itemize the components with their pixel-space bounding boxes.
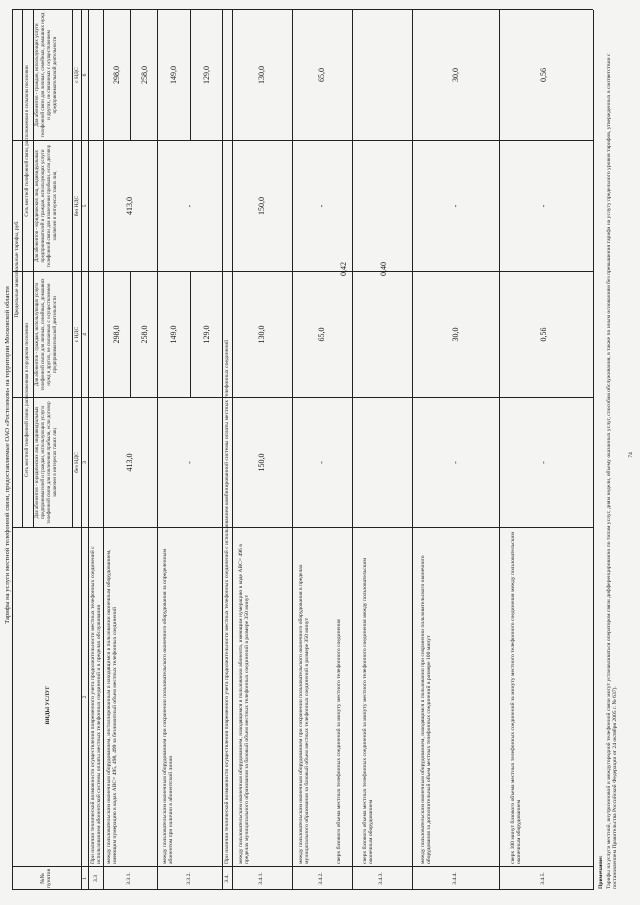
row-line-3-3-2 bbox=[222, 10, 223, 890]
tariff-value: - bbox=[317, 204, 326, 208]
tariff-value: 298,0 bbox=[112, 66, 121, 84]
row-line-3-4-3 bbox=[412, 10, 413, 890]
tariff-value: - bbox=[451, 204, 460, 208]
table-border-right bbox=[12, 9, 593, 10]
tariff-value: 149,0 bbox=[169, 66, 178, 84]
col-number-4: 4 bbox=[82, 333, 88, 336]
header-sub-legal-rural: Для абонентов - юридических лиц, индивидуальных предпринимателей и граждан, использующих услуги телефонной связи для извлечения прибыли, если договор заключен в интересах таких лиц bbox=[35, 144, 58, 268]
col-number-5: 5 bbox=[82, 204, 88, 208]
col-number-1: 1 bbox=[82, 877, 88, 880]
table-border-left bbox=[12, 889, 593, 890]
row-id: 3.4.1. bbox=[258, 872, 264, 885]
tariff-value: - bbox=[539, 461, 548, 464]
row-id: 3.4.2. bbox=[318, 872, 324, 885]
row-line-3-4-4 bbox=[499, 10, 500, 890]
header-group-urban: Сеть местной телефонной связи, расположенная в городском поселении bbox=[25, 323, 30, 477]
header-vat-incl-rural: с НДС bbox=[74, 67, 80, 83]
header-num: №№ пунктов bbox=[40, 868, 53, 889]
col-divider-c3 bbox=[12, 397, 593, 398]
row-id: 3.4. bbox=[224, 874, 230, 883]
col-number-3: 3 bbox=[82, 461, 88, 464]
table-border-bottom bbox=[593, 10, 594, 890]
row-sub-line-d bbox=[190, 10, 191, 141]
row-line-3-4-1 bbox=[292, 10, 293, 890]
row-line-3-3 bbox=[103, 10, 104, 890]
row-id: 3.4.4. bbox=[452, 872, 458, 885]
row-line-3-4-2 bbox=[352, 10, 353, 890]
group-divider bbox=[22, 271, 33, 272]
row-sub-line-a bbox=[130, 272, 131, 398]
header-sub-legal-urban: Для абонентов - юридических лиц, индивидуальных предпринимателей и граждан, использующих услуги телефонной связи для извлечения прибыли, если договор заключен в интересах таких лиц bbox=[35, 401, 58, 524]
row-id: 3.4.3. bbox=[378, 872, 384, 885]
tariff-value: 65,0 bbox=[317, 327, 326, 342]
row-text: между пользовательским оконечным оборудованием при сохранении пользовательского оконечного оборудования в пределах муниципального образования за базовый объем местных телефонных соединений в размере 350 минут bbox=[298, 564, 311, 864]
col-number-6: 6 bbox=[82, 73, 88, 77]
tariff-value: 258,0 bbox=[140, 325, 149, 344]
row-line-3-4 bbox=[232, 10, 233, 890]
row-text: сверх базового объема местных телефонных соединений за минуту местного телефонного соединения между пользовательским оконечным оборудованием bbox=[362, 558, 375, 864]
page-number: 74 bbox=[628, 452, 634, 458]
tariff-value: - bbox=[185, 204, 194, 208]
tariff-value: 298,0 bbox=[112, 325, 121, 344]
tariff-value: 0,56 bbox=[539, 327, 548, 342]
tariff-value: 129,0 bbox=[202, 66, 211, 84]
note-text: Тарифы на услуги местной, внутризоновой и междугородной телефонной связи могут устанавливаться оператором связи дифференцированно по типам услуг, дням недели, объему оказанных услуг, способам обслуживания, в также по иным основаниям без превышения тарифа на услугу предельного уровня тарифов, утвержденных в соответствии с постановлением Правительства Российской Федерации от 24 октября 2005 г. № 637). bbox=[606, 53, 619, 889]
tariff-value: 0,56 bbox=[539, 68, 548, 82]
tariff-value: - bbox=[539, 204, 548, 208]
header-sub-citizens-rural: Для абонентов - граждан, использующих услуги телефонной связи для личных, семейных, домашних нужд и других, не связанных с осуществлением предпринимательской деятельности bbox=[35, 12, 58, 138]
tariff-value: 130,0 bbox=[257, 325, 266, 344]
tariff-value: 150,0 bbox=[257, 197, 266, 215]
tariff-value: 0,42 bbox=[339, 262, 348, 276]
row-text: При наличии технической возможности осуществления повременного учета продолжительности местных телефонных соединений с использованием абонентской системы оплаты местных телефонных соединений и в пределах обслуживания bbox=[90, 546, 103, 864]
tariff-value: 130,0 bbox=[257, 66, 266, 84]
header-vat-excl-urban: без НДС bbox=[74, 452, 80, 473]
tariff-value: 0,40 bbox=[379, 262, 388, 276]
tariff-value: 150,0 bbox=[257, 453, 266, 472]
row-sub-line-c bbox=[190, 272, 191, 398]
header-tariffs: Предельные максимальные тарифы, руб. bbox=[14, 220, 20, 318]
header-sub-citizens-urban: Для абонентов - граждан, использующих услуги телефонной связи для личных, семейных, домашних нужд и других, не связанных с осуществлением предпринимательской деятельности bbox=[35, 278, 58, 391]
row-text: сверх 100 минут базового объема местных телефонных соединений за минуту местного телефонного соединения между пользовательским оконечным оборудованием bbox=[510, 532, 523, 864]
tariff-value: 30,0 bbox=[451, 68, 460, 82]
header-vat-excl-rural: без НДС bbox=[74, 195, 80, 217]
document-title: Тарифы на услуги местной телефонной связи, предоставляемые ОАО «Ростелеком» на территории Московской области bbox=[4, 286, 11, 624]
note-label: Примечание: bbox=[598, 855, 604, 889]
tariff-value: - bbox=[451, 461, 460, 464]
col-divider-num bbox=[12, 866, 593, 867]
tariff-value: 30,0 bbox=[451, 327, 460, 342]
row-line-3-3-1 bbox=[157, 10, 158, 890]
tariff-value: 258,0 bbox=[140, 66, 149, 84]
col-divider-services bbox=[12, 527, 593, 528]
row-id: 3.3 bbox=[93, 875, 99, 882]
tariff-value: - bbox=[185, 461, 194, 464]
row-text: сверх базового объема местных телефонных соединений за минуту местного телефонного соединения bbox=[336, 619, 342, 864]
col-number-2: 2 bbox=[82, 695, 88, 699]
col-divider-c4 bbox=[12, 271, 593, 272]
row-text: между пользовательским оконечным оборудованием, находящимся в пользовании при сохранении пользовательского оконечного оборудования за дополнительный объем местных телефонных соединений в размере 100 минут bbox=[420, 555, 433, 864]
header-line-1 bbox=[22, 10, 23, 528]
header-line-2 bbox=[33, 10, 34, 528]
tariff-value: 413,0 bbox=[125, 453, 134, 472]
tariff-value: 65,0 bbox=[317, 68, 326, 82]
header-group-rural: Сеть местной телефонной связи, расположенная в сельском поселении bbox=[25, 65, 30, 217]
tariff-value: - bbox=[317, 461, 326, 464]
header-services: ВИДЫ УСЛУГ bbox=[45, 685, 51, 725]
row-text: между пользовательским оконечным оборудованием при сохранении пользовательского оконечного оборудования за определенным абонентом при наличии в абонентской линии bbox=[162, 549, 175, 864]
row-id: 3.3.2. bbox=[186, 872, 192, 885]
row-text: между пользовательским оконечным оборудованием, находящимся в пользовании абонента, имеющим нумерацию в коде АВС= 496 в пределах муниципального образования за базовый объем местных телефонных соединений в размере 350 минут bbox=[238, 544, 251, 864]
col-divider-c5 bbox=[12, 140, 593, 141]
row-id: 3.3.1. bbox=[126, 872, 132, 885]
tariff-value: 413,0 bbox=[125, 197, 134, 215]
row-text: между пользовательским оконечным оборудованием, инсталлированным и находящимся в пользовании оконечным оборудованием, имеющим нумерацию в кодах АВС= 495, 498, 499 за безлимитный объем местных телефонных соединений bbox=[106, 549, 119, 864]
header-vat-incl-urban: с НДС bbox=[74, 326, 80, 343]
header-line-3 bbox=[72, 10, 73, 528]
tariff-value: 129,0 bbox=[202, 325, 211, 344]
row-sub-line-b bbox=[130, 10, 131, 141]
row-id: 3.4.5. bbox=[540, 872, 546, 885]
row-text: При наличии технической возможности осуществления повременного учета продолжительности местных телефонных соединений с использованием комбинированной системы оплаты местных телефонных соединений bbox=[224, 339, 230, 864]
table-border-top bbox=[12, 10, 13, 890]
tariff-value: 149,0 bbox=[169, 325, 178, 344]
